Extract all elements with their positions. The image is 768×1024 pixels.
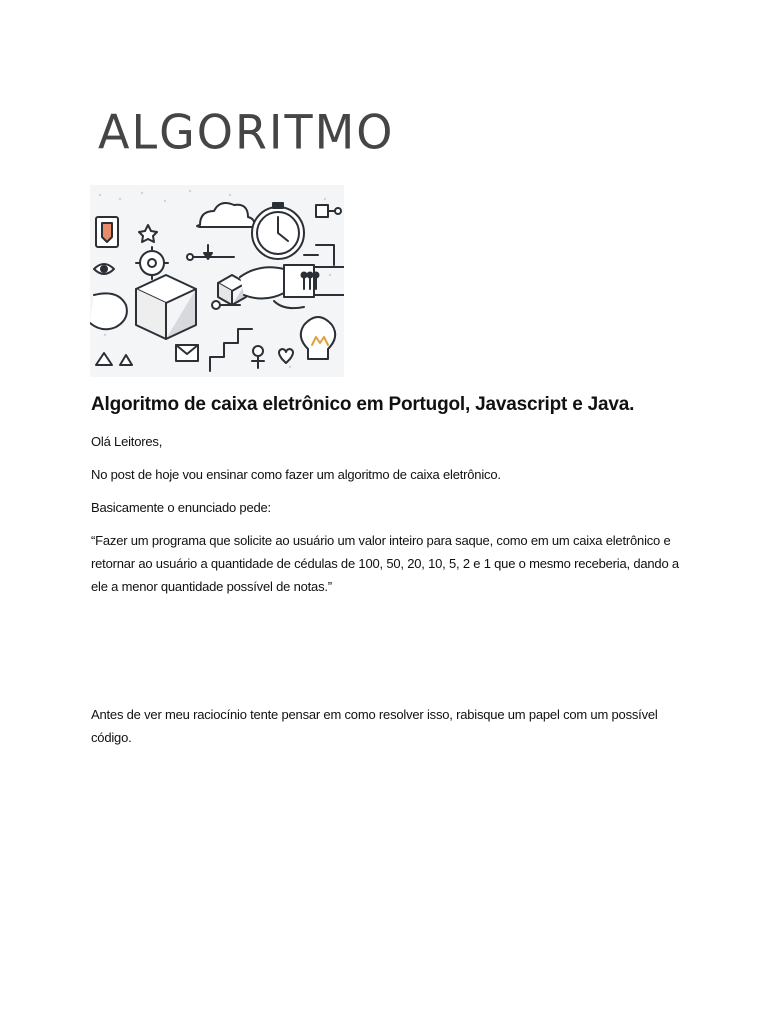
greeting-paragraph: Olá Leitores, (91, 434, 163, 449)
header-illustration (90, 104, 395, 377)
quote-line: retornar ao usuário a quantidade de cédulas de 100, 50, 20, 10, 5, 2 e 1 que o mesmo receberia, dando a (91, 556, 679, 571)
quote-line: ele a menor quantidade possível de notas.” (91, 579, 332, 594)
algorithm-doodle-illustration (90, 185, 344, 377)
lead-paragraph: Basicamente o enunciado pede: (91, 500, 271, 515)
closing-line: Antes de ver meu raciocínio tente pensar em como resolver isso, rabisque um papel com um possível (91, 707, 658, 722)
illustration-title: ALGORITMO (98, 104, 395, 160)
closing-paragraph (91, 703, 691, 749)
document-title: Algoritmo de caixa eletrônico em Portugol, Javascript e Java. (91, 394, 635, 415)
quote-paragraph (91, 529, 691, 598)
intro-paragraph: No post de hoje vou ensinar como fazer um algoritmo de caixa eletrônico. (91, 467, 501, 482)
closing-line: código. (91, 730, 132, 745)
quote-line: “Fazer um programa que solicite ao usuário um valor inteiro para saque, como em um caixa eletrônico e (91, 533, 671, 548)
